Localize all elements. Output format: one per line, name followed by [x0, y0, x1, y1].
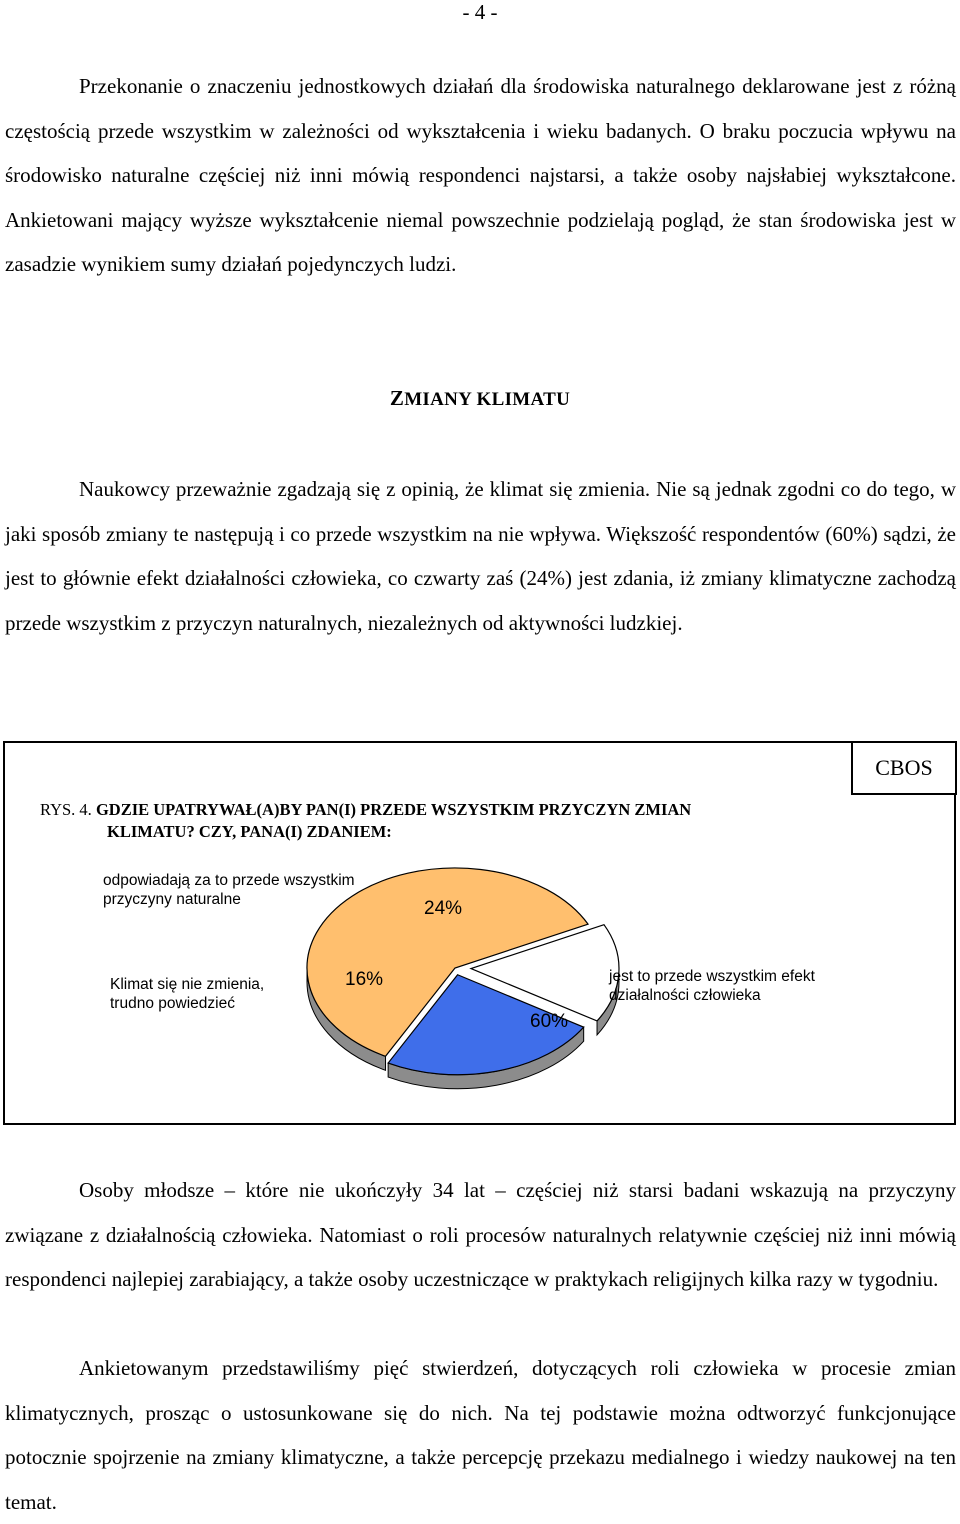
- paragraph-age-text: Osoby młodsze – które nie ukończyły 34 lat – częściej niż starsi badani wskazują na przyczyny związane z działalnością człowieka. Natomiast o roli procesów naturalnych relatywnie częściej niż inni mówią respondenci najlepiej zarabiający, a także osoby uczestniczące w praktykach religijnych kilka razy w tygodniu.: [5, 1178, 956, 1291]
- paragraph-statements-text: Ankietowanym przedstawiliśmy pięć stwierdzeń, dotyczących roli człowieka w procesie zmian klimatycznych, prosząc o ustosunkowane się do nich. Na tej podstawie można odtworzyć funkcjonujące potocznie spojrzenie na zmiany klimatyczne, a także percepcję przekazu medialnego i wiedzy naukowej na ten temat.: [5, 1356, 956, 1514]
- paragraph-age: [5, 1168, 956, 1302]
- pie-value-label: 16%: [345, 969, 384, 990]
- paragraph-statements: [5, 1346, 956, 1524]
- legend-label-no-change: Klimat się nie zmienia, trudno powiedzieć: [110, 976, 265, 1012]
- pie-value-label: 60%: [530, 1011, 569, 1032]
- legend-label-human: jest to przede wszystkim efekt działalności człowieka: [609, 968, 815, 1004]
- figure-label: RYS. 4.: [40, 800, 92, 819]
- section-heading-rest: MIANY KLIMATU: [404, 389, 571, 410]
- paragraph-environment-text: Przekonanie o znaczeniu jednostkowych działań dla środowiska naturalnego deklarowane jest z różną częstością przede wszystkim w zależności od wykształcenia i wieku badanych. O braku poczucia wpływu na środowisko naturalne częściej niż inni mówią respondenci najstarsi, a także osoby najsłabiej wykształcone. Ankietowani mający wyższe wykształcenie niemal powszechnie podzielają pogląd, że stan środowiska jest w zasadzie wynikiem sumy działań pojedynczych ludzi.: [5, 74, 956, 276]
- section-heading-initial: Z: [389, 386, 405, 410]
- figure-question-line2: KLIMATU? CZY, PANA(I) ZDANIEM:: [107, 822, 392, 841]
- page-number: - 4 -: [462, 0, 498, 24]
- pie-value-label: 24%: [424, 898, 463, 919]
- legend-label-natural: odpowiadają za to przede wszystkim przyczyny naturalne: [103, 872, 355, 908]
- cbos-badge: CBOS: [851, 741, 957, 795]
- figure-question-line1: GDZIE UPATRYWAŁ(A)BY PAN(I) PRZEDE WSZYSTKIM PRZYCZYN ZMIAN: [95, 800, 692, 819]
- paragraph-climate-text: Naukowcy przeważnie zgadzają się z opinią, że klimat się zmienia. Nie są jednak zgodni co do tego, w jaki sposób zmiany te następują i co przede wszystkim na nie wpływa. Większość respondentów (60%) sądzi, że jest to głównie efekt działalności człowieka, co czwarty zaś (24%) jest zdania, iż zmiany klimatyczne zachodzą przede wszystkim z przyczyn naturalnych, niezależnych od aktywności ludzkiej.: [5, 477, 956, 635]
